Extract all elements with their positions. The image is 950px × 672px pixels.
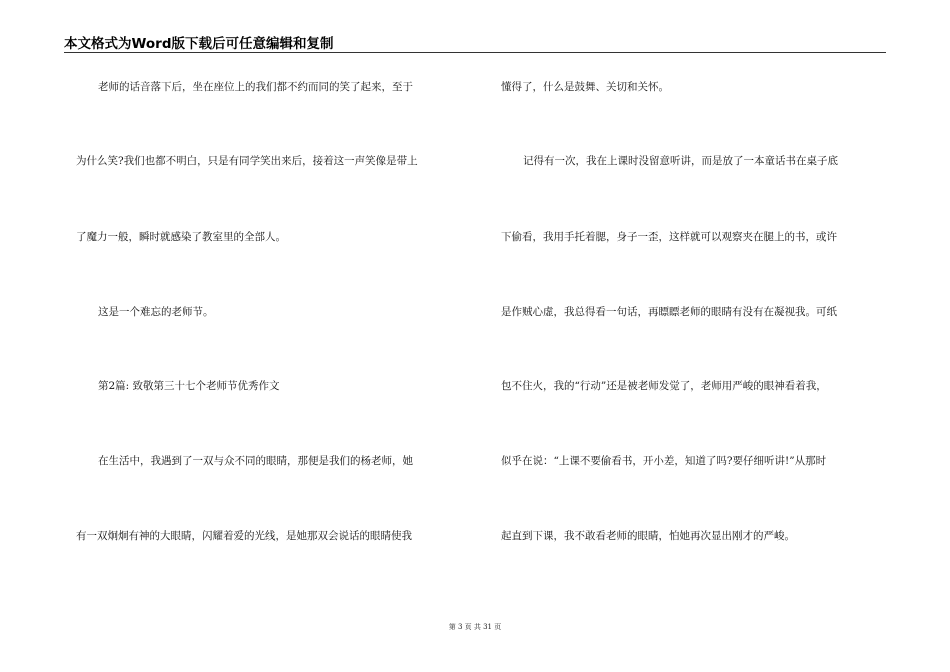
right-line-7: 起直到下课，我不敢看老师的眼睛，怕她再次显出刚才的严峻。	[501, 530, 795, 542]
page-number-footer: 第 3 页 共 31 页	[448, 623, 502, 631]
right-line-5: 包不住火，我的“行动”还是被老师发觉了，老师用严峻的眼神看着我，	[501, 380, 827, 392]
header-divider	[64, 52, 886, 53]
left-line-7: 有一双炯炯有神的大眼睛，闪耀着爱的光线，是她那双会说话的眼睛使我	[76, 530, 412, 542]
left-line-6: 在生活中，我遇到了一双与众不同的眼睛，那便是我们的杨老师，她	[98, 455, 413, 467]
left-line-1: 老师的话音落下后，坐在座位上的我们都不约而同的笑了起来，至于	[98, 81, 413, 93]
document-header-title: 本文格式为Word版下载后可任意编辑和复制	[64, 36, 334, 52]
left-line-2: 为什么笑?我们也都不明白，只是有同学笑出来后，接着这一声笑像是带上	[76, 155, 418, 167]
right-line-3: 下偷看，我用手托着腮，身子一歪，这样就可以观察夹在腿上的书，或许	[501, 231, 837, 243]
left-line-4: 这是一个难忘的老师节。	[98, 306, 214, 318]
right-line-1: 懂得了，什么是鼓舞、关切和关怀。	[501, 81, 669, 93]
right-line-6: 似乎在说：“上课不要偷看书，开小差，知道了吗?要仔细听讲!”从那时	[501, 455, 827, 467]
right-line-4: 是作贼心虚，我总得看一句话，再瞟瞟老师的眼睛有没有在凝视我。可纸	[501, 306, 837, 318]
left-line-3: 了魔力一般，瞬时就感染了教室里的全部人。	[76, 231, 286, 243]
left-section-heading: 第2篇: 致敬第三十七个老师节优秀作文	[98, 380, 280, 392]
right-line-2: 记得有一次，我在上课时没留意听讲，而是放了一本童话书在桌子底	[523, 155, 838, 167]
